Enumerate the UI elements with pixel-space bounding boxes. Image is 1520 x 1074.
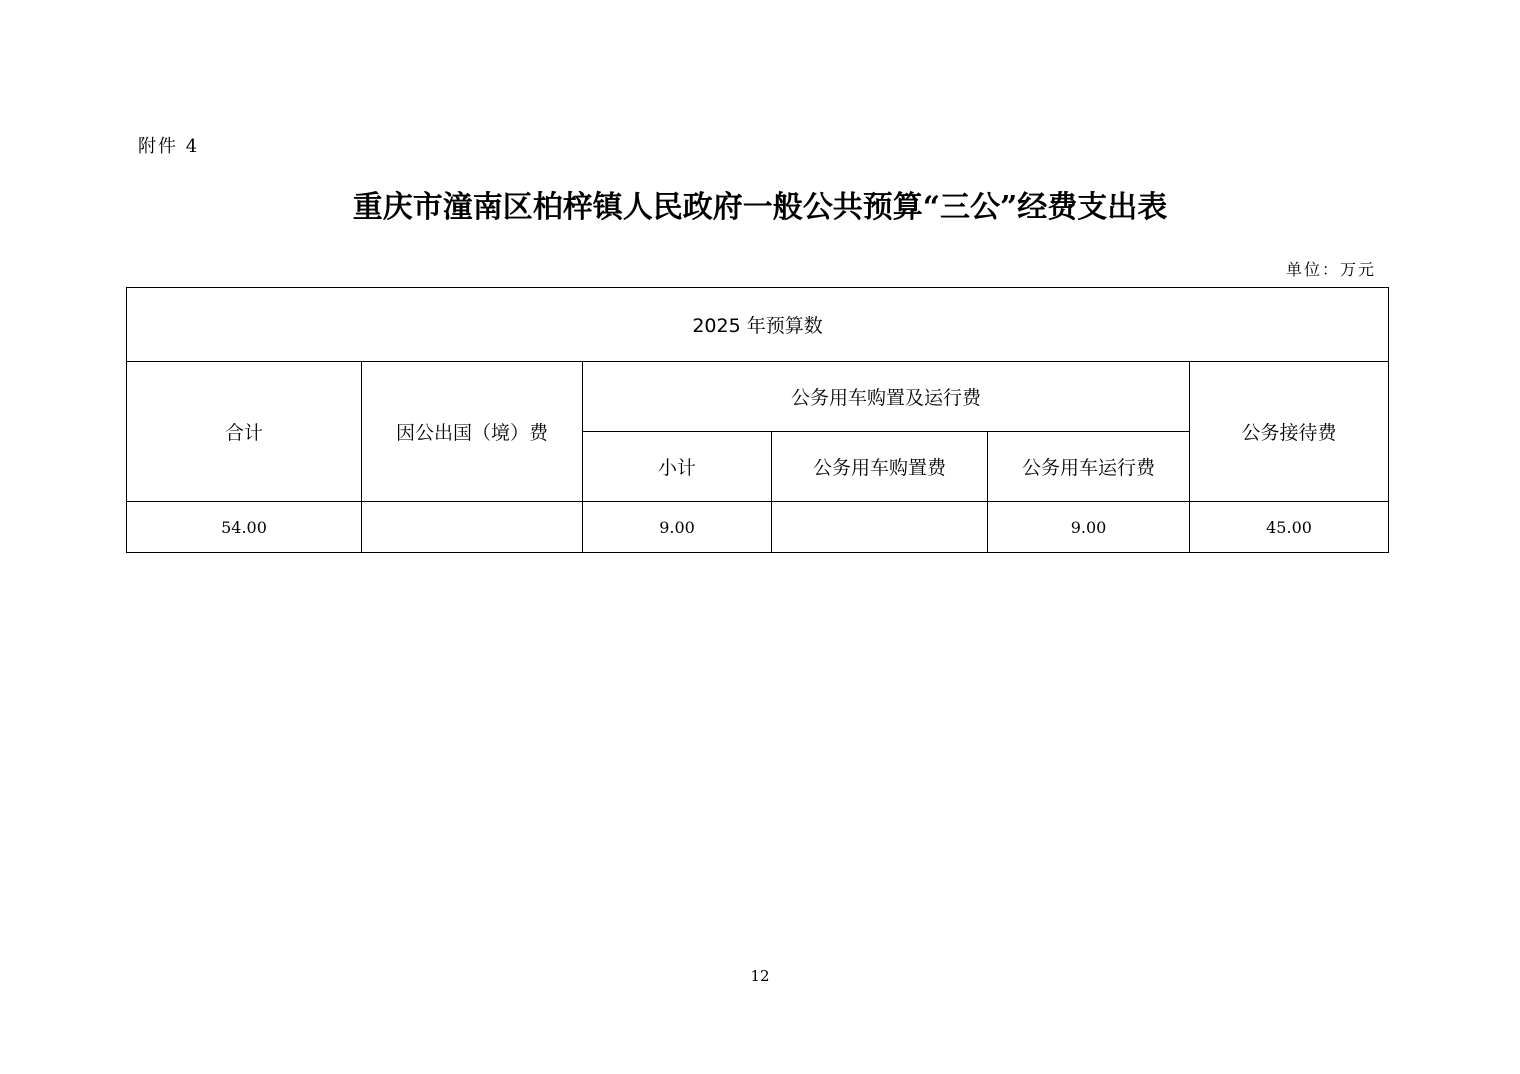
header-overseas: 因公出国（境）费 <box>362 362 583 502</box>
header-reception: 公务接待费 <box>1190 362 1389 502</box>
attachment-label: 附件 4 <box>138 136 200 157</box>
budget-year-header: 2025 年预算数 <box>127 288 1389 362</box>
unit-label: 单位：万元 <box>1285 260 1376 279</box>
cell-vehicle-subtotal: 9.00 <box>583 502 772 553</box>
cell-vehicle-purchase <box>772 502 988 553</box>
header-vehicle-subtotal: 小计 <box>583 432 772 502</box>
cell-vehicle-operation: 9.00 <box>988 502 1190 553</box>
page-number: 12 <box>750 967 770 985</box>
header-vehicle-group: 公务用车购置及运行费 <box>583 362 1190 432</box>
budget-table <box>126 287 1389 553</box>
cell-reception: 45.00 <box>1190 502 1389 553</box>
header-total: 合计 <box>127 362 362 502</box>
document-title: 重庆市潼南区柏梓镇人民政府一般公共预算“三公”经费支出表 <box>352 190 1168 225</box>
table-row <box>127 502 1389 553</box>
cell-overseas <box>362 502 583 553</box>
table-header-row-1 <box>127 362 1389 432</box>
header-vehicle-operation: 公务用车运行费 <box>988 432 1190 502</box>
table-top-header-row <box>127 288 1389 362</box>
header-vehicle-purchase: 公务用车购置费 <box>772 432 988 502</box>
cell-total: 54.00 <box>127 502 362 553</box>
